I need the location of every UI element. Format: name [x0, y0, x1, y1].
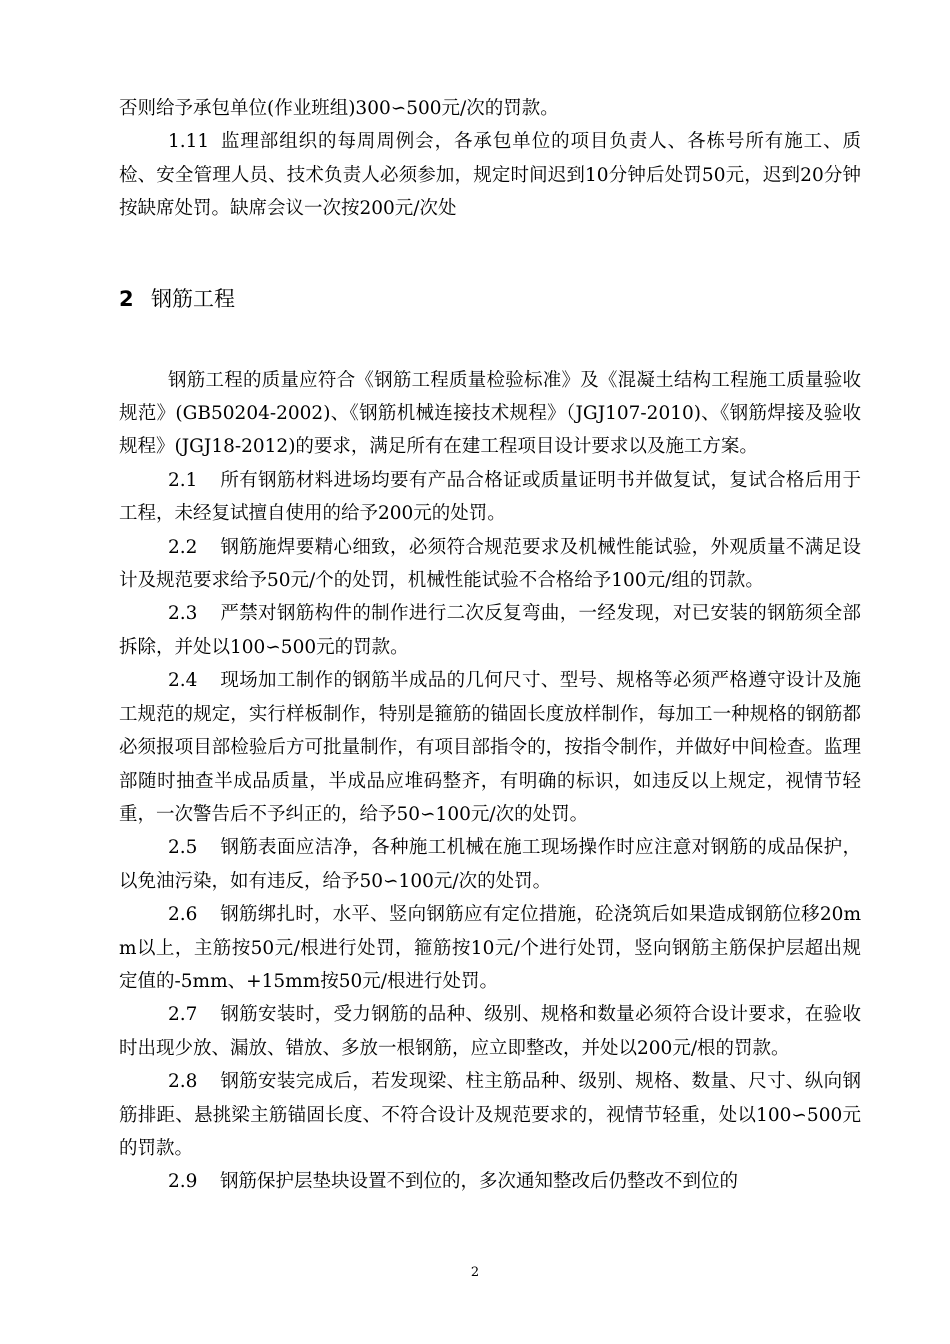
spacer	[119, 314, 861, 364]
clause-text: 严禁对钢筋构件的制作进行二次反复弯曲，一经发现，对已安装的钢筋须全部拆除，并处以100∽500元的罚款。	[119, 603, 861, 658]
clause-text: 所有钢筋材料进场均要有产品合格证或质量证明书并做复试，复试合格后用于工程，未经复试擅自使用的给予200元的处罚。	[119, 469, 861, 525]
section-intro: 钢筋工程的质量应符合《钢筋工程质量检验标准》及《混凝土结构工程施工质量验收规范》(GB50204-2002)、《钢筋机械连接技术规程》（JGJ107-2010)、《钢筋焊接及验收规程》(JGJ18-2012)的要求，满足所有在建工程项目设计要求以及施工方案。	[119, 369, 861, 458]
clause-number: 2.7	[168, 1004, 198, 1026]
clause-text: 监理部组织的每周周例会，各承包单位的项目负责人、各栋号所有施工、质检、安全管理人员、技术负责人必须参加，规定时间迟到10分钟后处罚50元，迟到20分钟按缺席处罚。缺席会议一次按200元/次处	[119, 131, 861, 220]
clause-2-8	[119, 1065, 861, 1165]
clause-text: 钢筋保护层垫块设置不到位的，多次通知整改后仍整改不到位的	[220, 1171, 739, 1193]
clause-number: 2.3	[168, 603, 198, 625]
clause-2-5	[119, 831, 861, 898]
clause-number: 2.2	[168, 536, 198, 558]
clause-text: 现场加工制作的钢筋半成品的几何尺寸、型号、规格等必须严格遵守设计及施工规范的规定，实行样板制作，特别是箍筋的锚固长度放样制作，每加工一种规格的钢筋都必须报项目部检验后方可批量制作，有项目部指令的，按指令制作，并做好中间检查。监理部随时抽查半成品质量，半成品应堆码整齐，有明确的标识，如违反以上规定，视情节轻重，一次警告后不予纠正的，给予50∽100元/次的处罚。	[119, 670, 861, 825]
clause-2-1	[119, 464, 861, 531]
clause-text: 钢筋安装时，受力钢筋的品种、级别、规格和数量必须符合设计要求，在验收时出现少放、漏放、错放、多放一根钢筋，应立即整改，并处以200元/根的罚款。	[119, 1004, 861, 1059]
paragraph-text: 否则给予承包单位(作业班组)300∽500元/次的罚款。	[119, 98, 559, 119]
clause-2-3	[119, 597, 861, 664]
clause-1-11	[119, 125, 861, 225]
clause-number: 2.9	[168, 1171, 198, 1193]
clause-2-7	[119, 998, 861, 1065]
page-number: 2	[470, 1265, 480, 1280]
clause-2-9	[119, 1165, 861, 1198]
clause-2-4	[119, 664, 861, 831]
paragraph-continuation	[119, 92, 861, 125]
clause-text: 钢筋表面应洁净，各种施工机械在施工现场操作时应注意对钢筋的成品保护，以免油污染，如有违反，给予50∽100元/次的处罚。	[119, 837, 861, 892]
clause-text: 钢筋绑扎时，水平、竖向钢筋应有定位措施，砼浇筑后如果造成钢筋位移20mm以上，主筋按50元/根进行处罚，箍筋按10元/个进行处罚，竖向钢筋主筋保护层超出规定值的-5mm、+15mm按50元/根进行处罚。	[119, 904, 861, 992]
clause-number: 2.6	[168, 904, 198, 926]
clause-number: 1.11	[168, 131, 210, 153]
page-body	[119, 92, 861, 1199]
clause-number: 2.4	[168, 670, 198, 692]
clause-text: 钢筋安装完成后，若发现梁、柱主筋品种、级别、规格、数量、尺寸、纵向钢筋排距、悬挑梁主筋锚固长度、不符合设计及规范要求的，视情节轻重，处以100∽500元的罚款。	[119, 1071, 861, 1159]
section-number: 2	[119, 286, 134, 311]
clause-number: 2.5	[168, 837, 198, 859]
section-heading	[119, 284, 861, 314]
clause-text: 钢筋施焊要精心细致，必须符合规范要求及机械性能试验，外观质量不满足设计及规范要求给予50元/个的处罚，机械性能试验不合格给予100元/组的罚款。	[119, 536, 861, 592]
spacer	[119, 226, 861, 284]
clause-number: 2.1	[168, 469, 198, 491]
clause-number: 2.8	[168, 1071, 198, 1093]
section-title: 钢筋工程	[151, 286, 235, 311]
clause-2-2	[119, 531, 861, 598]
clause-2-6	[119, 898, 861, 998]
